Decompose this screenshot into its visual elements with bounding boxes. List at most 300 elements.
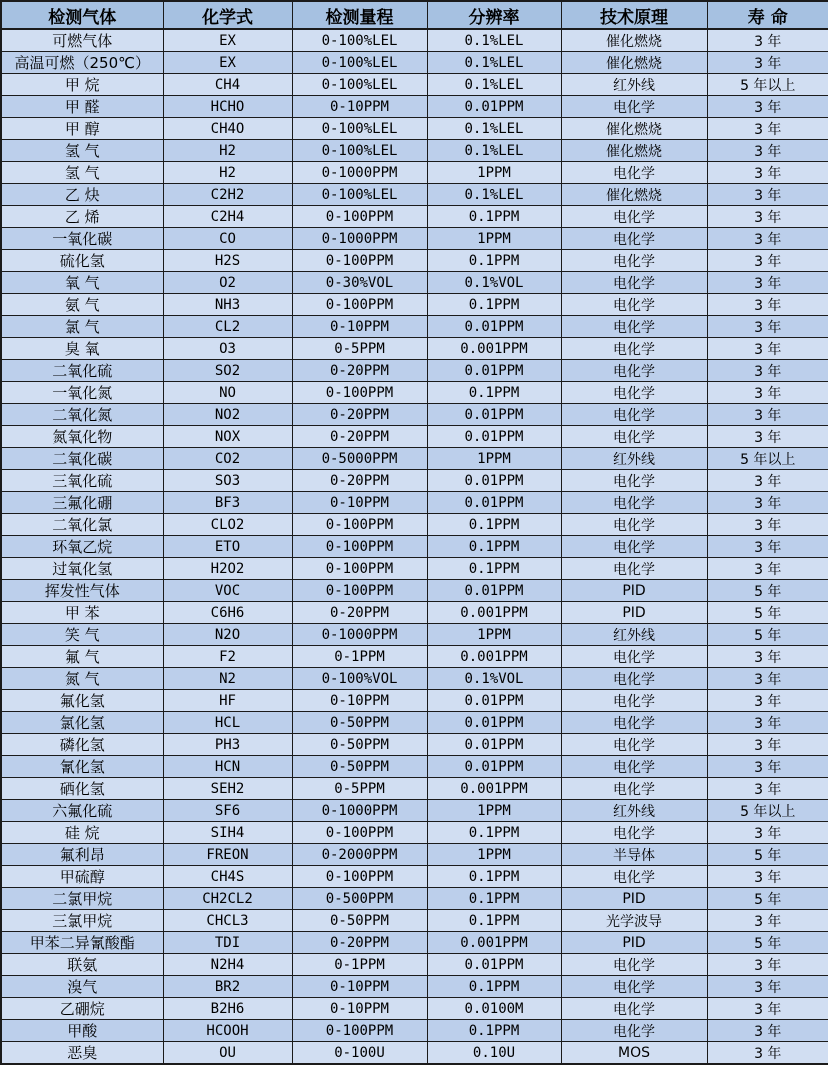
table-row	[1, 910, 828, 932]
cell-gas-name: 氟 气	[1, 646, 163, 668]
cell-chemical-formula: F2	[163, 646, 292, 668]
cell-resolution: 0.1PPM	[427, 382, 561, 404]
cell-detection-range: 0-20PPM	[292, 404, 427, 426]
cell-gas-name: 三氟化硼	[1, 492, 163, 514]
cell-detection-range: 0-10PPM	[292, 492, 427, 514]
cell-resolution: 0.001PPM	[427, 932, 561, 954]
cell-detection-range: 0-20PPM	[292, 470, 427, 492]
cell-principle: 电化学	[561, 1020, 707, 1042]
cell-gas-name: 挥发性气体	[1, 580, 163, 602]
cell-detection-range: 0-1PPM	[292, 646, 427, 668]
cell-detection-range: 0-50PPM	[292, 910, 427, 932]
cell-resolution: 1PPM	[427, 800, 561, 822]
cell-chemical-formula: CO2	[163, 448, 292, 470]
cell-chemical-formula: CH4	[163, 74, 292, 96]
cell-chemical-formula: H2	[163, 162, 292, 184]
cell-resolution: 0.1%LEL	[427, 140, 561, 162]
cell-chemical-formula: H2O2	[163, 558, 292, 580]
header-range: 检测量程	[292, 1, 427, 29]
cell-principle: 催化燃烧	[561, 184, 707, 206]
cell-principle: 电化学	[561, 492, 707, 514]
cell-principle: 电化学	[561, 426, 707, 448]
cell-detection-range: 0-10PPM	[292, 976, 427, 998]
header-resolution: 分辨率	[427, 1, 561, 29]
cell-gas-name: 乙 烯	[1, 206, 163, 228]
cell-chemical-formula: BR2	[163, 976, 292, 998]
cell-resolution: 0.1PPM	[427, 558, 561, 580]
cell-detection-range: 0-100%LEL	[292, 52, 427, 74]
cell-resolution: 0.01PPM	[427, 954, 561, 976]
cell-lifespan: 3 年	[707, 118, 828, 140]
cell-resolution: 1PPM	[427, 228, 561, 250]
cell-principle: 电化学	[561, 558, 707, 580]
cell-lifespan: 3 年	[707, 756, 828, 778]
cell-detection-range: 0-100PPM	[292, 822, 427, 844]
cell-detection-range: 0-1000PPM	[292, 162, 427, 184]
cell-detection-range: 0-100PPM	[292, 382, 427, 404]
cell-resolution: 0.1PPM	[427, 866, 561, 888]
cell-lifespan: 3 年	[707, 272, 828, 294]
table-row	[1, 756, 828, 778]
cell-principle: 电化学	[561, 976, 707, 998]
cell-lifespan: 3 年	[707, 910, 828, 932]
cell-gas-name: 甲硫醇	[1, 866, 163, 888]
cell-chemical-formula: H2S	[163, 250, 292, 272]
cell-detection-range: 0-50PPM	[292, 756, 427, 778]
cell-chemical-formula: CH4O	[163, 118, 292, 140]
cell-gas-name: 溴气	[1, 976, 163, 998]
cell-chemical-formula: CH2CL2	[163, 888, 292, 910]
cell-principle: 电化学	[561, 514, 707, 536]
cell-gas-name: 可燃气体	[1, 29, 163, 52]
cell-chemical-formula: EX	[163, 52, 292, 74]
cell-lifespan: 3 年	[707, 954, 828, 976]
cell-lifespan: 5 年以上	[707, 800, 828, 822]
cell-gas-name: 二氧化氮	[1, 404, 163, 426]
cell-chemical-formula: SIH4	[163, 822, 292, 844]
cell-principle: 半导体	[561, 844, 707, 866]
cell-lifespan: 3 年	[707, 976, 828, 998]
cell-gas-name: 高温可燃（250℃）	[1, 52, 163, 74]
cell-principle: 电化学	[561, 536, 707, 558]
cell-resolution: 0.01PPM	[427, 756, 561, 778]
cell-principle: 电化学	[561, 756, 707, 778]
cell-gas-name: 甲苯二异氰酸酯	[1, 932, 163, 954]
cell-gas-name: 甲 醇	[1, 118, 163, 140]
cell-principle: 电化学	[561, 822, 707, 844]
cell-gas-name: 氨 气	[1, 294, 163, 316]
cell-chemical-formula: CL2	[163, 316, 292, 338]
cell-lifespan: 3 年	[707, 294, 828, 316]
cell-resolution: 0.1%LEL	[427, 74, 561, 96]
cell-lifespan: 3 年	[707, 52, 828, 74]
cell-gas-name: 二氧化氯	[1, 514, 163, 536]
cell-chemical-formula: NOX	[163, 426, 292, 448]
table-row	[1, 52, 828, 74]
cell-principle: PID	[561, 580, 707, 602]
table-row	[1, 404, 828, 426]
table-row	[1, 822, 828, 844]
table-row	[1, 954, 828, 976]
cell-principle: 电化学	[561, 734, 707, 756]
table-row	[1, 448, 828, 470]
cell-lifespan: 3 年	[707, 228, 828, 250]
cell-lifespan: 3 年	[707, 778, 828, 800]
cell-resolution: 0.1%LEL	[427, 118, 561, 140]
cell-resolution: 0.01PPM	[427, 404, 561, 426]
cell-chemical-formula: FREON	[163, 844, 292, 866]
cell-gas-name: 甲 烷	[1, 74, 163, 96]
table-row	[1, 668, 828, 690]
cell-gas-name: 氮 气	[1, 668, 163, 690]
table-row	[1, 602, 828, 624]
cell-lifespan: 3 年	[707, 514, 828, 536]
cell-resolution: 0.1%LEL	[427, 29, 561, 52]
cell-principle: PID	[561, 888, 707, 910]
cell-chemical-formula: SO2	[163, 360, 292, 382]
cell-lifespan: 3 年	[707, 668, 828, 690]
cell-detection-range: 0-100%LEL	[292, 140, 427, 162]
cell-chemical-formula: SEH2	[163, 778, 292, 800]
cell-chemical-formula: NO	[163, 382, 292, 404]
cell-principle: 红外线	[561, 74, 707, 96]
table-row	[1, 184, 828, 206]
cell-resolution: 0.1PPM	[427, 294, 561, 316]
cell-lifespan: 3 年	[707, 29, 828, 52]
cell-gas-name: 环氧乙烷	[1, 536, 163, 558]
cell-principle: 催化燃烧	[561, 52, 707, 74]
table-row	[1, 624, 828, 646]
cell-chemical-formula: CLO2	[163, 514, 292, 536]
table-row	[1, 866, 828, 888]
header-formula: 化学式	[163, 1, 292, 29]
cell-chemical-formula: EX	[163, 29, 292, 52]
table-row	[1, 294, 828, 316]
table-row	[1, 998, 828, 1020]
cell-lifespan: 3 年	[707, 96, 828, 118]
cell-lifespan: 3 年	[707, 338, 828, 360]
cell-chemical-formula: C6H6	[163, 602, 292, 624]
cell-resolution: 1PPM	[427, 162, 561, 184]
cell-principle: 电化学	[561, 250, 707, 272]
cell-resolution: 0.1PPM	[427, 822, 561, 844]
cell-gas-name: 氟利昂	[1, 844, 163, 866]
cell-lifespan: 3 年	[707, 998, 828, 1020]
cell-resolution: 1PPM	[427, 448, 561, 470]
cell-lifespan: 3 年	[707, 712, 828, 734]
cell-detection-range: 0-100PPM	[292, 558, 427, 580]
cell-principle: 催化燃烧	[561, 29, 707, 52]
cell-resolution: 0.01PPM	[427, 580, 561, 602]
cell-chemical-formula: CO	[163, 228, 292, 250]
cell-lifespan: 3 年	[707, 1042, 828, 1065]
table-row	[1, 976, 828, 998]
cell-chemical-formula: VOC	[163, 580, 292, 602]
cell-principle: 电化学	[561, 954, 707, 976]
cell-chemical-formula: CH4S	[163, 866, 292, 888]
table-row	[1, 96, 828, 118]
cell-resolution: 0.01PPM	[427, 426, 561, 448]
cell-lifespan: 5 年	[707, 844, 828, 866]
cell-lifespan: 3 年	[707, 426, 828, 448]
cell-resolution: 0.01PPM	[427, 316, 561, 338]
cell-principle: 红外线	[561, 800, 707, 822]
cell-detection-range: 0-100%VOL	[292, 668, 427, 690]
cell-detection-range: 0-5000PPM	[292, 448, 427, 470]
cell-detection-range: 0-100PPM	[292, 250, 427, 272]
cell-chemical-formula: N2O	[163, 624, 292, 646]
table-row	[1, 492, 828, 514]
table-row	[1, 734, 828, 756]
cell-principle: 催化燃烧	[561, 140, 707, 162]
cell-lifespan: 3 年	[707, 536, 828, 558]
cell-lifespan: 3 年	[707, 470, 828, 492]
table-row	[1, 800, 828, 822]
cell-gas-name: 氧 气	[1, 272, 163, 294]
table-row	[1, 228, 828, 250]
cell-resolution: 0.01PPM	[427, 96, 561, 118]
cell-principle: 电化学	[561, 96, 707, 118]
cell-lifespan: 3 年	[707, 1020, 828, 1042]
cell-resolution: 0.01PPM	[427, 470, 561, 492]
cell-gas-name: 三氧化硫	[1, 470, 163, 492]
cell-principle: 电化学	[561, 646, 707, 668]
cell-detection-range: 0-100PPM	[292, 1020, 427, 1042]
cell-gas-name: 臭 氧	[1, 338, 163, 360]
cell-lifespan: 3 年	[707, 382, 828, 404]
table-row	[1, 360, 828, 382]
table-row	[1, 470, 828, 492]
cell-detection-range: 0-20PPM	[292, 360, 427, 382]
cell-resolution: 0.1PPM	[427, 888, 561, 910]
table-row	[1, 558, 828, 580]
cell-gas-name: 氯 气	[1, 316, 163, 338]
cell-resolution: 0.1PPM	[427, 250, 561, 272]
cell-gas-name: 甲酸	[1, 1020, 163, 1042]
cell-resolution: 0.01PPM	[427, 360, 561, 382]
table-body	[1, 29, 828, 1064]
table-row	[1, 932, 828, 954]
table-row	[1, 712, 828, 734]
header-row	[1, 1, 828, 29]
cell-principle: 红外线	[561, 448, 707, 470]
cell-gas-name: 二氧化硫	[1, 360, 163, 382]
cell-detection-range: 0-20PPM	[292, 602, 427, 624]
cell-gas-name: 乙硼烷	[1, 998, 163, 1020]
table-row	[1, 118, 828, 140]
cell-detection-range: 0-100PPM	[292, 294, 427, 316]
cell-detection-range: 0-100%LEL	[292, 118, 427, 140]
cell-detection-range: 0-30%VOL	[292, 272, 427, 294]
cell-principle: 电化学	[561, 206, 707, 228]
cell-gas-name: 甲 醛	[1, 96, 163, 118]
cell-lifespan: 3 年	[707, 734, 828, 756]
cell-gas-name: 恶臭	[1, 1042, 163, 1065]
cell-chemical-formula: N2	[163, 668, 292, 690]
cell-principle: 电化学	[561, 316, 707, 338]
table-row	[1, 844, 828, 866]
cell-detection-range: 0-500PPM	[292, 888, 427, 910]
cell-principle: MOS	[561, 1042, 707, 1065]
cell-lifespan: 3 年	[707, 184, 828, 206]
cell-detection-range: 0-10PPM	[292, 316, 427, 338]
cell-detection-range: 0-100%LEL	[292, 74, 427, 96]
table-row	[1, 382, 828, 404]
cell-chemical-formula: TDI	[163, 932, 292, 954]
cell-principle: 电化学	[561, 866, 707, 888]
table-row	[1, 272, 828, 294]
cell-chemical-formula: O3	[163, 338, 292, 360]
cell-lifespan: 3 年	[707, 866, 828, 888]
cell-principle: 电化学	[561, 470, 707, 492]
cell-gas-name: 甲 苯	[1, 602, 163, 624]
cell-gas-name: 二氯甲烷	[1, 888, 163, 910]
cell-gas-name: 氰化氢	[1, 756, 163, 778]
table-row	[1, 338, 828, 360]
cell-resolution: 0.1PPM	[427, 206, 561, 228]
cell-resolution: 0.001PPM	[427, 646, 561, 668]
cell-chemical-formula: O2	[163, 272, 292, 294]
table-row	[1, 316, 828, 338]
table-row	[1, 536, 828, 558]
table-row	[1, 888, 828, 910]
cell-lifespan: 5 年	[707, 624, 828, 646]
cell-detection-range: 0-50PPM	[292, 712, 427, 734]
cell-chemical-formula: BF3	[163, 492, 292, 514]
cell-lifespan: 3 年	[707, 250, 828, 272]
cell-resolution: 0.1PPM	[427, 1020, 561, 1042]
cell-resolution: 0.1%LEL	[427, 52, 561, 74]
cell-chemical-formula: HCOOH	[163, 1020, 292, 1042]
cell-gas-name: 一氧化氮	[1, 382, 163, 404]
cell-resolution: 0.1%VOL	[427, 668, 561, 690]
cell-resolution: 0.10U	[427, 1042, 561, 1065]
cell-lifespan: 3 年	[707, 690, 828, 712]
cell-detection-range: 0-100%LEL	[292, 184, 427, 206]
cell-chemical-formula: B2H6	[163, 998, 292, 1020]
table-row	[1, 29, 828, 52]
cell-gas-name: 硅 烷	[1, 822, 163, 844]
cell-detection-range: 0-1000PPM	[292, 228, 427, 250]
cell-gas-name: 硒化氢	[1, 778, 163, 800]
cell-chemical-formula: HCL	[163, 712, 292, 734]
cell-chemical-formula: SO3	[163, 470, 292, 492]
cell-principle: 电化学	[561, 690, 707, 712]
table-row	[1, 778, 828, 800]
table-row	[1, 74, 828, 96]
cell-detection-range: 0-100PPM	[292, 514, 427, 536]
table-row	[1, 690, 828, 712]
cell-detection-range: 0-5PPM	[292, 778, 427, 800]
cell-principle: 电化学	[561, 382, 707, 404]
header-gas: 检测气体	[1, 1, 163, 29]
cell-lifespan: 5 年以上	[707, 74, 828, 96]
cell-lifespan: 3 年	[707, 140, 828, 162]
header-lifespan: 寿 命	[707, 1, 828, 29]
cell-lifespan: 3 年	[707, 646, 828, 668]
cell-principle: 电化学	[561, 162, 707, 184]
cell-principle: 电化学	[561, 778, 707, 800]
cell-gas-name: 氯化氢	[1, 712, 163, 734]
cell-chemical-formula: CHCL3	[163, 910, 292, 932]
table-row	[1, 250, 828, 272]
cell-principle: 催化燃烧	[561, 118, 707, 140]
cell-detection-range: 0-20PPM	[292, 932, 427, 954]
cell-chemical-formula: H2	[163, 140, 292, 162]
cell-resolution: 0.01PPM	[427, 492, 561, 514]
cell-detection-range: 0-50PPM	[292, 734, 427, 756]
cell-principle: 光学波导	[561, 910, 707, 932]
cell-resolution: 0.1PPM	[427, 910, 561, 932]
table-row	[1, 206, 828, 228]
cell-detection-range: 0-10PPM	[292, 690, 427, 712]
cell-resolution: 0.1PPM	[427, 514, 561, 536]
cell-chemical-formula: NH3	[163, 294, 292, 316]
cell-detection-range: 0-100PPM	[292, 206, 427, 228]
cell-resolution: 0.0100M	[427, 998, 561, 1020]
cell-chemical-formula: OU	[163, 1042, 292, 1065]
cell-principle: 电化学	[561, 360, 707, 382]
table-row	[1, 1020, 828, 1042]
cell-resolution: 0.001PPM	[427, 778, 561, 800]
cell-gas-name: 二氧化碳	[1, 448, 163, 470]
cell-gas-name: 三氯甲烷	[1, 910, 163, 932]
cell-lifespan: 3 年	[707, 162, 828, 184]
cell-detection-range: 0-100U	[292, 1042, 427, 1065]
cell-principle: 电化学	[561, 668, 707, 690]
cell-chemical-formula: NO2	[163, 404, 292, 426]
cell-detection-range: 0-1000PPM	[292, 624, 427, 646]
table-row	[1, 514, 828, 536]
cell-resolution: 0.1PPM	[427, 976, 561, 998]
cell-gas-name: 氮氧化物	[1, 426, 163, 448]
cell-resolution: 1PPM	[427, 624, 561, 646]
cell-principle: 电化学	[561, 294, 707, 316]
table-row	[1, 426, 828, 448]
cell-gas-name: 过氧化氢	[1, 558, 163, 580]
cell-principle: 电化学	[561, 712, 707, 734]
cell-lifespan: 3 年	[707, 360, 828, 382]
cell-gas-name: 一氧化碳	[1, 228, 163, 250]
cell-principle: 电化学	[561, 998, 707, 1020]
cell-principle: PID	[561, 602, 707, 624]
cell-principle: 红外线	[561, 624, 707, 646]
cell-chemical-formula: C2H4	[163, 206, 292, 228]
cell-gas-name: 联氨	[1, 954, 163, 976]
cell-detection-range: 0-10PPM	[292, 96, 427, 118]
cell-resolution: 0.01PPM	[427, 690, 561, 712]
cell-chemical-formula: HF	[163, 690, 292, 712]
cell-lifespan: 3 年	[707, 404, 828, 426]
cell-lifespan: 3 年	[707, 822, 828, 844]
cell-chemical-formula: HCN	[163, 756, 292, 778]
cell-principle: 电化学	[561, 228, 707, 250]
cell-lifespan: 3 年	[707, 492, 828, 514]
cell-lifespan: 5 年	[707, 932, 828, 954]
cell-resolution: 0.1%VOL	[427, 272, 561, 294]
cell-gas-name: 氟化氢	[1, 690, 163, 712]
cell-detection-range: 0-10PPM	[292, 998, 427, 1020]
cell-chemical-formula: N2H4	[163, 954, 292, 976]
table-row	[1, 580, 828, 602]
cell-resolution: 0.1PPM	[427, 536, 561, 558]
cell-chemical-formula: SF6	[163, 800, 292, 822]
cell-principle: 电化学	[561, 338, 707, 360]
cell-principle: 电化学	[561, 404, 707, 426]
cell-resolution: 0.01PPM	[427, 734, 561, 756]
cell-chemical-formula: HCHO	[163, 96, 292, 118]
cell-gas-name: 硫化氢	[1, 250, 163, 272]
